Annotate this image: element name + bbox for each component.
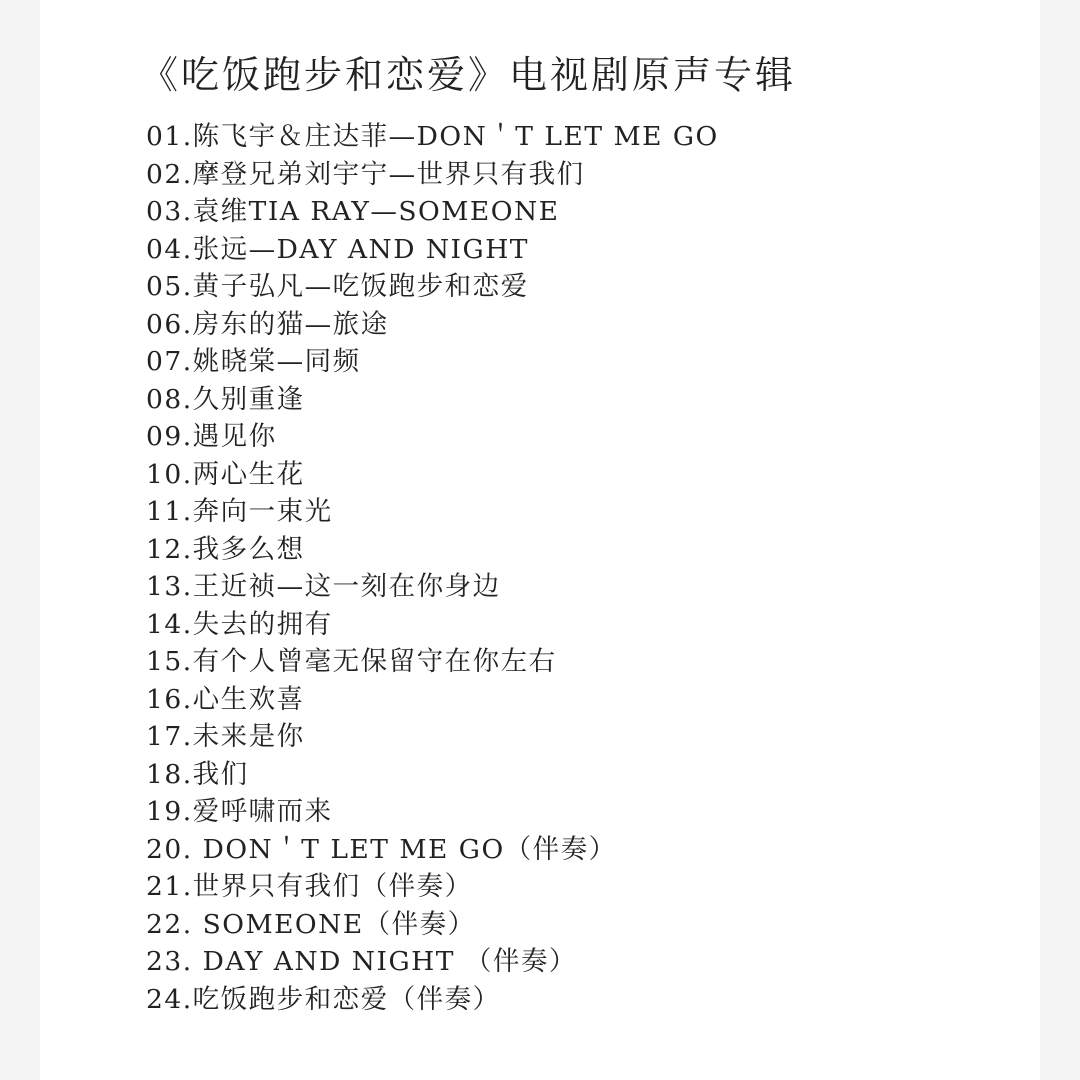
track-item: 13.王近祯—这一刻在你身边 — [146, 571, 501, 602]
track-item: 10.两心生花 — [146, 458, 305, 490]
track-item: 03.袁维TIA RAY—SOMEONE — [146, 196, 560, 227]
track-item: 06.房东的猫—旅途 — [146, 308, 389, 340]
track-item: 14.失去的拥有 — [146, 608, 333, 640]
track-item: 16.心生欢喜 — [146, 683, 305, 715]
track-list — [146, 118, 719, 1018]
track-item: 12.我多么想 — [146, 533, 305, 565]
track-item: 04.张远—DAY AND NIGHT — [146, 233, 529, 265]
track-item: 08.久别重逢 — [146, 383, 305, 415]
track-item: 24.吃饭跑步和恋爱（伴奏） — [146, 983, 501, 1015]
track-item: 02.摩登兄弟刘宇宁—世界只有我们 — [146, 158, 585, 190]
track-item: 11.奔向一束光 — [146, 496, 333, 527]
track-item: 22. SOMEONE（伴奏） — [146, 908, 476, 940]
track-item: 21.世界只有我们（伴奏） — [146, 871, 473, 902]
track-item: 15.有个人曾毫无保留守在你左右 — [146, 646, 557, 677]
album-title: 《吃饭跑步和恋爱》电视剧原声专辑 — [140, 53, 797, 97]
track-item: 18.我们 — [146, 758, 249, 790]
track-item: 05.黄子弘凡—吃饭跑步和恋爱 — [146, 271, 529, 302]
track-item: 23. DAY AND NIGHT （伴奏） — [146, 946, 577, 977]
track-item: 19.爱呼啸而来 — [146, 796, 333, 827]
track-item: 17.未来是你 — [146, 721, 305, 752]
track-item: 09.遇见你 — [146, 421, 277, 452]
track-item: 20. DON＇T LET ME GO（伴奏） — [146, 833, 617, 865]
track-item: 07.姚晓棠—同频 — [146, 346, 361, 377]
track-item: 01.陈飞宇＆庄达菲—DON＇T LET ME GO — [146, 121, 719, 152]
